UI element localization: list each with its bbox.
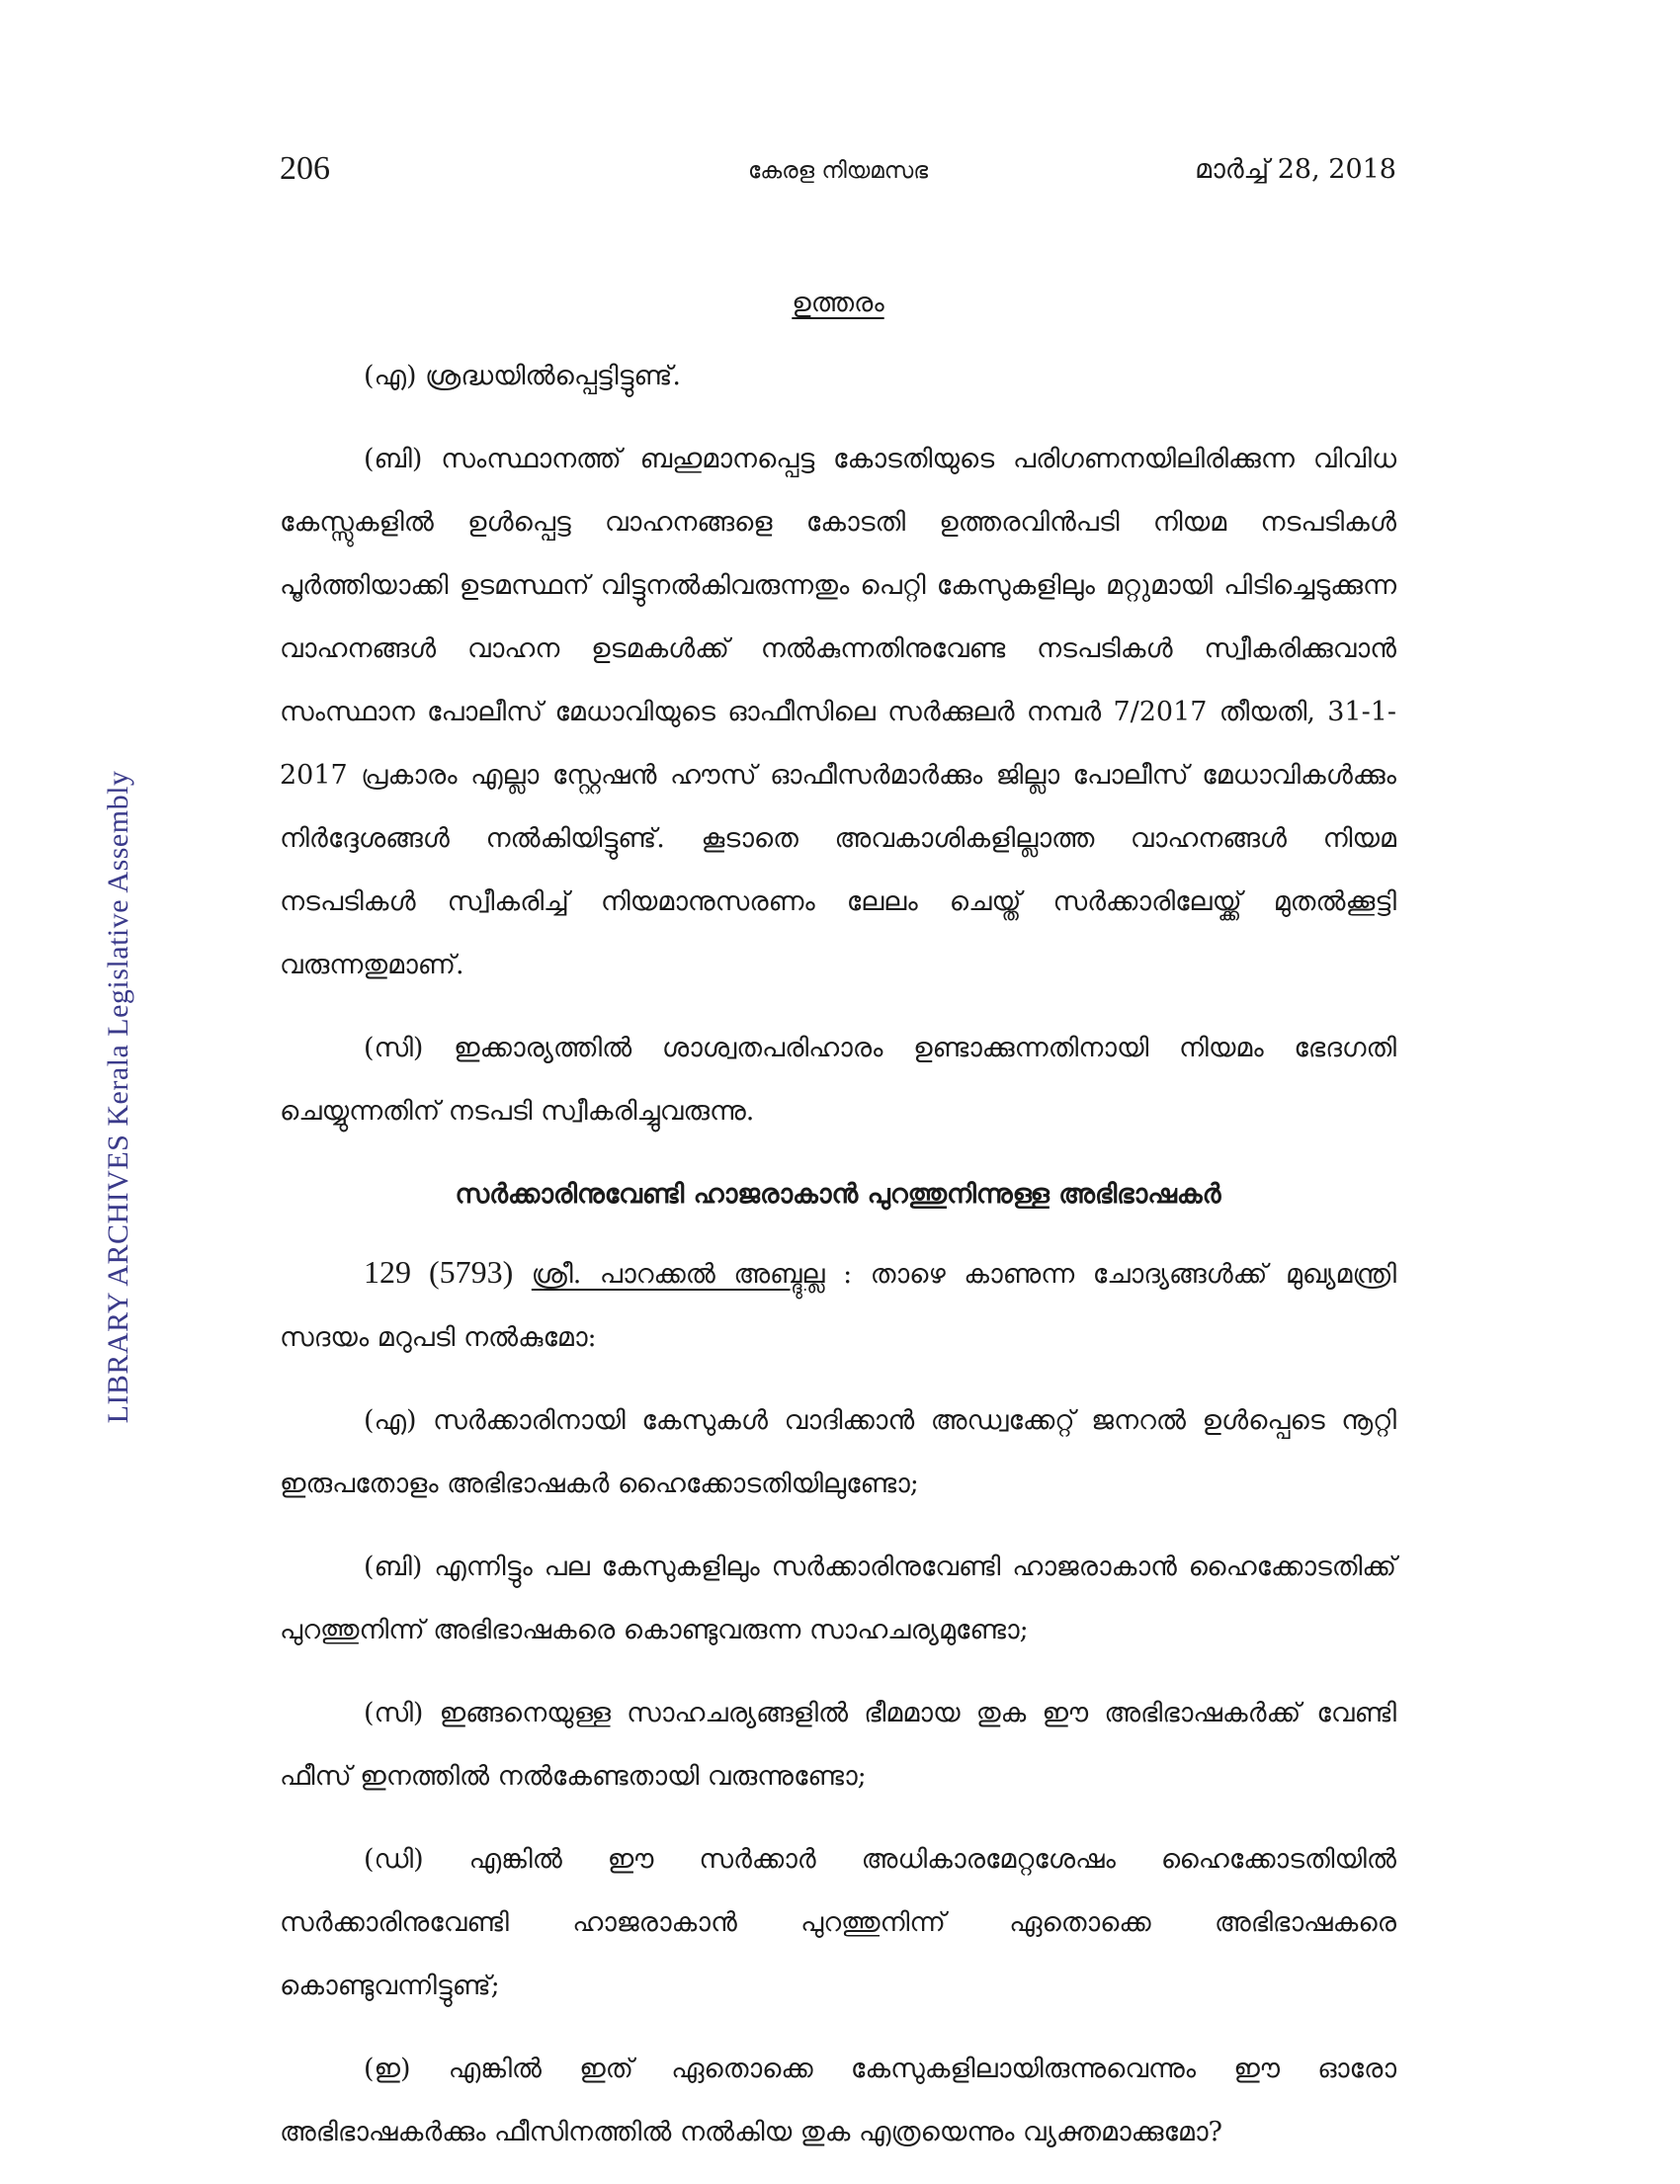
- question-b: (ബി) എന്നിട്ടും പല കേസുകളിലും സർക്കാരിനുവേണ്ടി ഹാജരാകാൻ ഹൈക്കോടതിക്ക് പുറത്തുനിന്ന് അഭിഭാഷകരെ കൊണ്ടുവരുന്ന സാഹചര്യമുണ്ടോ;: [280, 1552, 1396, 1645]
- question-a: (എ) സർക്കാരിനായി കേസുകൾ വാദിക്കാൻ അഡ്വക്കേറ്റ് ജനറൽ ഉൾപ്പെടെ നൂറ്റി ഇരുപതോളം അഭിഭാഷകർ ഹൈക്കോടതിയിലുണ്ടോ;: [280, 1405, 1396, 1499]
- answer-heading: [280, 272, 1396, 335]
- question-intro-text: : താഴെ കാണുന്ന ചോദ്യങ്ങൾക്ക് മുഖ്യമന്ത്രി സദയം മറുപടി നൽകുമോ:: [280, 1259, 1396, 1353]
- header-date: മാർച്ച് 28, 2018: [1195, 154, 1396, 185]
- page-content: [280, 272, 1396, 2184]
- answer-b: (ബി) സംസ്ഥാനത്ത് ബഹുമാനപ്പെട്ട കോടതിയുടെ പരിഗണനയിലിരിക്കുന്ന വിവിധ കേസ്സുകളിൽ ഉൾപ്പെട്ട വാഹനങ്ങളെ കോടതി ഉത്തരവിൻപടി നിയമ നടപടികൾ പൂർത്തിയാക്കി ഉടമസ്ഥന് വിട്ടുനൽകിവരുന്നതും പെറ്റി കേസുകളിലും മറ്റുമായി പിടിച്ചെടുക്കുന്ന വാഹനങ്ങൾ വാഹന ഉടമകൾക്ക് നൽകുന്നതിനുവേണ്ട നടപടികൾ സ്വീകരിക്കുവാൻ സംസ്ഥാന പോലീസ് മേധാവിയുടെ ഓഫീസിലെ സർക്കുലർ നമ്പർ 7/2017 തീയതി, 31-1-2017 പ്രകാരം എല്ലാ സ്റ്റേഷൻ ഹൗസ് ഓഫീസർമാർക്കും ജില്ലാ പോലീസ് മേധാവികൾക്കും നിർദ്ദേശങ്ങൾ നൽകിയിട്ടുണ്ട്. കൂടാതെ അവകാശികളില്ലാത്ത വാഹനങ്ങൾ നിയമ നടപടികൾ സ്വീകരിച്ച് നിയമാനുസരണം ലേലം ചെയ്ത് സർക്കാരിലേയ്ക്ക് മുതൽക്കൂട്ടി വരുന്നതുമാണ്.: [280, 444, 1396, 980]
- question-d: (ഡി) എങ്കിൽ ഈ സർക്കാർ അധികാരമേറ്റശേഷം ഹൈക്കോടതിയിൽ സർക്കാരിനുവേണ്ടി ഹാജരാകാൻ പുറത്തുനിന്ന് ഏതൊക്കെ അഭിഭാഷകരെ കൊണ്ടുവന്നിട്ടുണ്ട്;: [280, 1844, 1396, 2001]
- running-title: കേരള നിയമസഭ: [747, 158, 929, 184]
- answer-heading-text: ഉത്തരം: [792, 288, 884, 318]
- archive-watermark: LIBRARY ARCHIVES Kerala Legislative Assembly: [102, 770, 134, 1424]
- member-name: ശ്രീ. പാറക്കൽ അബ്ദുല്ല: [531, 1259, 825, 1290]
- question-heading: സർക്കാരിനുവേണ്ടി ഹാജരാകാൻ പുറത്തുനിന്നുള്ള അഭിഭാഷകർ: [455, 1179, 1221, 1210]
- question-intro: [280, 1240, 1396, 1370]
- answer-a: (എ) ശ്രദ്ധയിൽപ്പെട്ടിട്ടുണ്ട്.: [364, 361, 681, 391]
- answer-c: (സി) ഇക്കാര്യത്തിൽ ശാശ്വതപരിഹാരം ഉണ്ടാക്കുന്നതിനായി നിയമം ഭേദഗതി ചെയ്യുന്നതിന് നടപടി സ്വീകരിച്ചുവരുന്നു.: [280, 1033, 1396, 1127]
- page-header: [280, 150, 1396, 200]
- question-e: (ഇ) എങ്കിൽ ഇത് ഏതൊക്കെ കേസുകളിലായിരുന്നുവെന്നും ഈ ഓരോ അഭിഭാഷകർക്കും ഫീസിനത്തിൽ നൽകിയ തുക എത്രയെന്നും വ്യക്തമാക്കുമോ?: [280, 2054, 1396, 2147]
- page-number: 206: [280, 150, 330, 187]
- question-number: 129 (5793): [364, 1254, 514, 1290]
- question-c: (സി) ഇങ്ങനെയുള്ള സാഹചര്യങ്ങളിൽ ഭീമമായ തുക ഈ അഭിഭാഷകർക്ക് വേണ്ടി ഫീസ് ഇനത്തിൽ നൽകേണ്ടതായി വരുന്നുണ്ടോ;: [280, 1698, 1396, 1792]
